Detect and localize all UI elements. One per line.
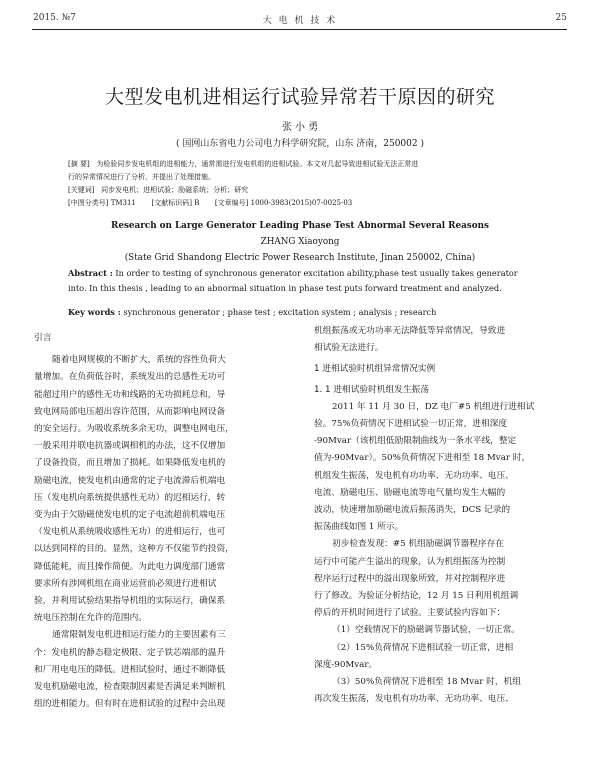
left-text-line: 要求所有涉网机组在商业运营前必须进行进相试: [34, 578, 217, 589]
intro-heading: 引言: [34, 333, 52, 343]
left-text-line: 量增加。在负荷低谷时，系统发出的总感性无功可: [34, 372, 226, 383]
right-text-line: （2）15%负荷情况下进相试验一切正常，进相: [332, 642, 514, 653]
right-text-line: 波动，快速增加励磁电流后振荡消失，DCS 记录的: [314, 505, 511, 516]
abstract-cn-label: [摘 要]: [68, 160, 90, 168]
right-text-line: 深度-90Mvar。: [314, 659, 378, 670]
right-text-line: 振荡曲线如图 1 所示。: [314, 522, 404, 533]
right-cont-2: 相试验无法进行。: [314, 343, 384, 354]
author: 张 小 勇: [281, 122, 319, 133]
right-column: [314, 323, 568, 708]
left-text-line: 了设备投资，而且增加了损耗。如果降低发电机的: [34, 458, 226, 469]
left-text-line: 随着电网规模的不断扩大，系统的容性负荷大: [52, 355, 226, 366]
english-affiliation: (State Grid Shandong Electric Power Research Institute, Jinan 250002, China): [124, 253, 476, 263]
right-cont-1: 机组振荡或无功功率无法降低等异常情况，导致进: [314, 326, 506, 336]
abstract-cn-line2: 行的异常情况进行了分析，并提出了处理措施。: [68, 173, 215, 181]
english-keywords-text: synchronous generator ; phase test ; excitation system ; analysis ; research: [120, 307, 437, 317]
right-text-line: 机组发生振荡，发电机有功功率、无功功率、电压、: [314, 470, 514, 481]
left-text-line: 组的进相能力。但有时在进相试验的过程中会出现: [34, 699, 226, 710]
english-abstract-text: In order to testing of synchronous generator excitation ability,phase test usually takes generator into. In this thesis , leading to an abnormal situation in phase test puts forward treatment and analyzed.: [68, 268, 518, 293]
subsection-1-1-heading: 1. 1 进相试验时机组发生振荡: [314, 384, 429, 395]
english-title: Research on Large Generator Leading Phase Test Abnormal Several Reasons: [111, 221, 489, 231]
left-text-line: （发电机从系统吸收感性无功）的进相运行，也可: [34, 527, 226, 538]
right-text-line: 初步检查发现：#5 机组励磁调节器程序存在: [332, 539, 504, 550]
right-text-line: 2011 年 11 月 30 日，DZ 电厂#5 机组进行进相试: [332, 401, 535, 412]
cls-label: [中图分类号]: [68, 199, 109, 207]
left-text-line: 励磁电流，使发电机由通常的定子电流滞后机端电: [34, 475, 226, 486]
left-text-line: 一般采用并联电抗器或调相机的办法，这不仅增加: [34, 441, 226, 452]
english-keywords: [68, 305, 536, 320]
english-abstract: [68, 266, 536, 296]
left-text-line: 以达到同样的目的。显然，这种方不仅能节约投资，: [34, 544, 234, 555]
left-text-line: 验，并利用试验结果指导机组的实际运行，确保系: [34, 596, 226, 607]
english-abstract-label: Abstract :: [68, 268, 113, 278]
english-keywords-label: Key words :: [68, 307, 121, 317]
art-value: 1000-3983(2015)07-0025-03: [250, 199, 353, 207]
cls-value: TM311: [110, 199, 136, 207]
right-text-line: （3）50%负荷情况下进相至 18 Mvar 时，机组: [332, 677, 521, 688]
left-text-line: 的安全运行。为吸收系统多余无功，调整电网电压，: [34, 424, 234, 435]
right-text-line: -90Mvar（该机组低励限制曲线为一条水平线，整定: [314, 436, 517, 447]
left-text-line: 压（发电机向系统提供感性无功）的迟相运行，转: [34, 492, 226, 503]
art-label: [文章编号]: [214, 199, 249, 207]
left-text-line: 个：发电机的静态稳定极限、定子铁芯端部的温升: [34, 647, 226, 658]
left-text-line: 通常限制发电机进相运行能力的主要因素有三: [52, 630, 226, 641]
right-text-line: （1）空载情况下的励磁调节器试验，一切正常。: [332, 625, 520, 636]
left-text-line: 统电压控制在允许的范围内。: [34, 613, 147, 624]
right-text-line: 停后的开机时间进行了试验。主要试验内容如下：: [314, 608, 506, 619]
left-column: [34, 330, 296, 713]
left-text-line: 降低能耗，而且操作简便。为此电力调度部门通常: [34, 561, 226, 572]
right-text-line: 行了修改。为验证分析结论，12 月 15 日利用机组调: [314, 591, 519, 602]
journal-name: 大 电 机 技 术: [262, 16, 338, 26]
right-text-line: 再次发生振荡，发电机有功功率、无功功率、电压、: [314, 694, 514, 705]
left-text-line: 和厂用电电压的降低。进相试验时，通过不断降低: [34, 664, 226, 675]
page-number: 25: [555, 13, 567, 23]
affiliation: ( 国网山东省电力公司电力科学研究院，山东 济南，250002 ): [176, 139, 424, 149]
right-text-line: 电流、励磁电压、励磁电流等电气量均发生大幅的: [314, 487, 506, 498]
right-text-line: 运行中可能产生溢出的现象，认为机组振荡为控制: [314, 556, 506, 567]
keywords-cn-text: 同步发电机；进相试验；励磁系统；分析；研究: [101, 186, 249, 194]
left-text-line: 能超过用户的感性无功和线路的无功损耗总和，导: [34, 389, 226, 400]
doc-value: B: [194, 199, 200, 207]
paper-title: 大型发电机进相运行试验异常若干原因的研究: [104, 86, 495, 108]
doc-label: [文献标识码]: [151, 199, 192, 207]
abstract-cn-line1: 为检验同步发电机组的进相能力，通常需进行发电机组的进相试验。本文对几起导致进相试验无法正常进: [96, 160, 419, 168]
right-text-line: 值为-90Mvar）。50%负荷情况下进相至 18 Mvar 时，: [314, 453, 531, 464]
left-text-line: 致电网局部电压超出容许范围，从而影响电网设备: [34, 406, 226, 417]
left-text-line: 变为由于欠励磁使发电机的定子电流超前机端电压: [34, 510, 226, 521]
abstract-cn: [68, 158, 536, 210]
section-1-heading: 1 进相试验时机组异常情况实例: [314, 364, 436, 375]
classification-line: [68, 197, 536, 210]
english-author: ZHANG Xiaoyong: [260, 237, 340, 247]
header-rule: [32, 29, 567, 30]
left-text-line: 发电机励磁电流，检查限制因素是否满足来判断机: [34, 682, 226, 693]
keywords-cn-label: [关键词]: [68, 186, 95, 194]
right-text-line: 验。75%负荷情况下进相试验一切正常，进相深度: [314, 419, 508, 430]
right-text-line: 程序运行过程中的溢出现象所致，并对控制程序进: [314, 573, 506, 584]
journal-issue: 2015. №7: [33, 13, 76, 23]
